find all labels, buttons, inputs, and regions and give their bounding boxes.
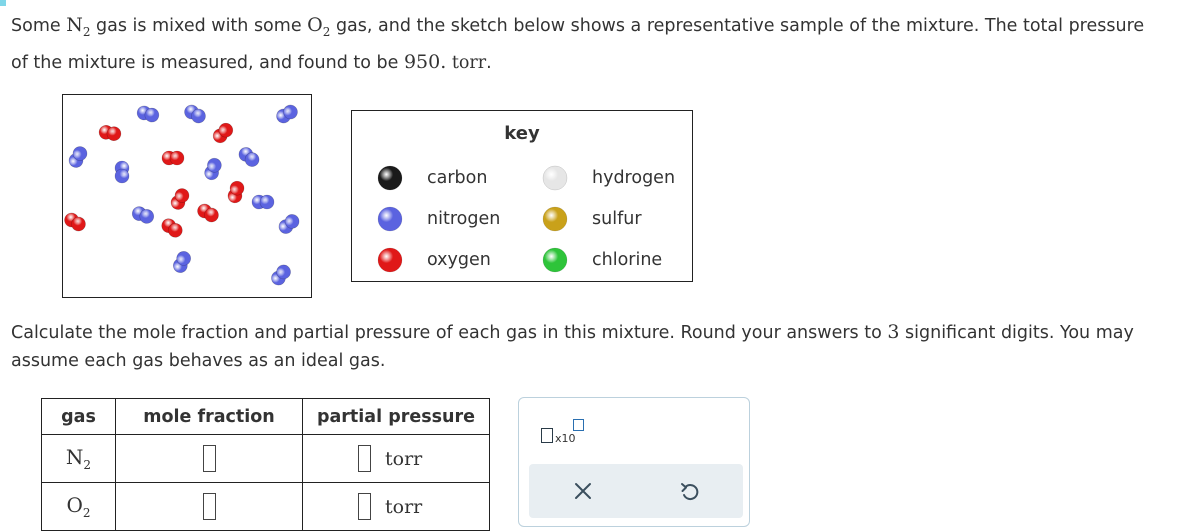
hydrogen-key-label: hydrogen bbox=[592, 168, 676, 188]
carbon-key-dot bbox=[377, 165, 403, 191]
sulfur-key-dot bbox=[542, 206, 568, 232]
oxygen-molecule bbox=[162, 151, 184, 165]
intro-text-3: gas, and the sketch below shows a representative sample of the mixture. The total pressure bbox=[330, 16, 1145, 36]
oxygen-molecule bbox=[195, 201, 221, 224]
table-row-n2 bbox=[42, 435, 490, 483]
gas2-formula: $O_2$ bbox=[307, 14, 331, 39]
n2-mole-fraction-input[interactable] bbox=[203, 445, 216, 472]
n2-partial-pressure-input[interactable] bbox=[358, 445, 371, 472]
oxygen-key-dot bbox=[377, 247, 403, 273]
gas-cell-n2: $N_2$ bbox=[42, 435, 116, 483]
intro-text-2: gas is mixed with some bbox=[90, 16, 308, 36]
oxygen-molecule bbox=[63, 210, 88, 233]
hydrogen-key-dot bbox=[542, 165, 568, 191]
nitrogen-key-dot bbox=[377, 206, 403, 232]
undo-button[interactable] bbox=[636, 464, 743, 518]
undo-icon bbox=[679, 480, 701, 502]
nitrogen-molecule bbox=[115, 161, 129, 183]
intro-text: Some bbox=[11, 16, 67, 36]
nitrogen-molecule bbox=[66, 144, 89, 170]
tools-bar bbox=[529, 464, 743, 518]
scientific-notation-button[interactable] bbox=[541, 418, 591, 448]
header-mole-fraction: mole fraction bbox=[116, 399, 303, 435]
nitrogen-molecule bbox=[136, 104, 161, 123]
problem-line-2: of the mixture is measured, and found to be 950. torr. bbox=[11, 51, 492, 73]
carbon-key-label: carbon bbox=[427, 168, 488, 188]
oxygen-molecule bbox=[159, 216, 185, 240]
key-title: key bbox=[504, 123, 540, 144]
nitrogen-molecule bbox=[171, 249, 193, 275]
unit-label: torr bbox=[385, 447, 423, 470]
close-icon bbox=[573, 481, 593, 501]
o2-mole-fraction-input[interactable] bbox=[203, 493, 216, 520]
nitrogen-molecule bbox=[276, 212, 302, 237]
oxygen-molecule bbox=[210, 120, 235, 145]
nitrogen-molecule bbox=[269, 262, 294, 288]
nitrogen-molecule bbox=[236, 145, 262, 170]
oxygen-molecule bbox=[98, 124, 122, 142]
table-header-row bbox=[42, 399, 490, 435]
nitrogen-molecule bbox=[130, 205, 155, 226]
clear-button[interactable] bbox=[529, 464, 636, 518]
nitrogen-molecule bbox=[203, 156, 224, 181]
oxygen-key-label: oxygen bbox=[427, 250, 491, 270]
nitrogen-molecule bbox=[182, 102, 208, 125]
chlorine-key-dot bbox=[542, 247, 568, 273]
header-gas: gas bbox=[42, 399, 116, 435]
x10-label: x10 bbox=[555, 432, 576, 445]
chlorine-key-label: chlorine bbox=[592, 250, 663, 270]
corner-accent bbox=[0, 0, 6, 6]
answer-table bbox=[41, 398, 490, 531]
unit-label: torr bbox=[385, 495, 423, 518]
gas-cell-o2: $O_2$ bbox=[42, 483, 116, 531]
element-key bbox=[351, 110, 693, 282]
sulfur-key-label: sulfur bbox=[592, 209, 642, 229]
table-row-o2 bbox=[42, 483, 490, 531]
answer-tools-panel bbox=[518, 397, 750, 527]
exponent-box-icon bbox=[573, 419, 584, 431]
instructions: Calculate the mole fraction and partial pressure of each gas in this mixture. Round your answers to 3 significant digits. You may assume each gas behaves as an ideal gas. bbox=[11, 321, 1134, 371]
total-pressure-unit: torr bbox=[451, 53, 487, 73]
oxygen-molecule bbox=[168, 186, 191, 212]
base-box-icon bbox=[541, 428, 553, 443]
molecule-sketch bbox=[62, 94, 312, 298]
total-pressure-value: 950. bbox=[403, 51, 447, 73]
oxygen-molecule bbox=[226, 180, 245, 205]
nitrogen-molecule bbox=[252, 195, 274, 209]
header-partial-pressure: partial pressure bbox=[303, 399, 490, 435]
nitrogen-key-label: nitrogen bbox=[427, 209, 501, 229]
gas1-formula: $N_2$ bbox=[66, 14, 91, 39]
nitrogen-molecule bbox=[274, 102, 300, 125]
o2-partial-pressure-input[interactable] bbox=[358, 493, 371, 520]
sig-figs: 3 bbox=[887, 321, 900, 343]
problem-line-1 bbox=[11, 10, 1144, 47]
